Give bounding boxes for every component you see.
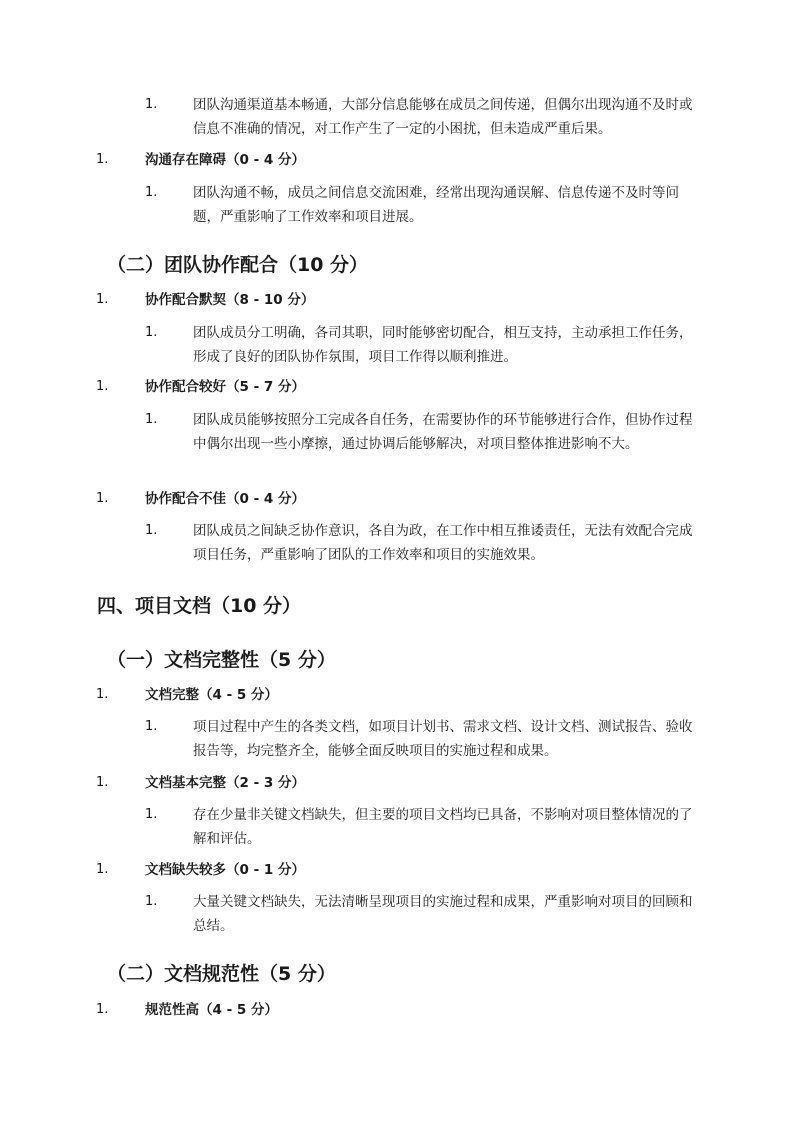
criteria-item-label: 文档缺失较多（0 - 1 分） <box>145 862 305 878</box>
list-number: 1. <box>96 491 109 506</box>
list-number: 1. <box>96 687 109 702</box>
criteria-item-label: 沟通存在障碍（0 - 4 分） <box>145 152 305 168</box>
list-number: 1. <box>96 775 109 790</box>
chapter-heading: 四、项目文档（10 分） <box>97 595 302 617</box>
list-item-text: 团队成员之间缺乏协作意识，各自为政，在工作中相互推诿责任，无法有效配合完成项目任务，严重影响了团队的工作效率和项目的实施效果。 <box>193 523 693 563</box>
list-item-text: 存在少量非关键文档缺失，但主要的项目文档均已具备，不影响对项目整体情况的了解和评估。 <box>193 807 693 847</box>
list-number: 1. <box>145 412 158 427</box>
criteria-item-label: 文档完整（4 - 5 分） <box>145 687 278 703</box>
criteria-item-label: 协作配合较好（5 - 7 分） <box>145 379 305 395</box>
list-number: 1. <box>96 379 109 394</box>
list-number: 1. <box>145 719 158 734</box>
criteria-item-label: 协作配合不佳（0 - 4 分） <box>145 491 305 507</box>
list-number: 1. <box>96 862 109 877</box>
list-number: 1. <box>96 152 109 167</box>
list-number: 1. <box>145 523 158 538</box>
list-number: 1. <box>145 894 158 909</box>
list-number: 1. <box>145 185 158 200</box>
list-item-text: 团队沟通渠道基本畅通，大部分信息能够在成员之间传递，但偶尔出现沟通不及时或信息不准确的情况，对工作产生了一定的小困扰，但未造成严重后果。 <box>193 97 693 137</box>
list-number: 1. <box>145 807 158 822</box>
list-item-text: 大量关键文档缺失，无法清晰呈现项目的实施过程和成果，严重影响对项目的回顾和总结。 <box>193 894 693 934</box>
criteria-item-label: 规范性高（4 - 5 分） <box>145 1002 278 1018</box>
list-number: 1. <box>96 1002 109 1017</box>
section-heading: （一）文档完整性（5 分） <box>107 649 336 671</box>
section-heading: （二）文档规范性（5 分） <box>107 963 336 985</box>
list-item-text: 团队成员能够按照分工完成各自任务，在需要协作的环节能够进行合作，但协作过程中偶尔出现一些小摩擦，通过协调后能够解决，对项目整体推进影响不大。 <box>193 412 693 452</box>
list-item-text: 团队沟通不畅，成员之间信息交流困难，经常出现沟通误解、信息传递不及时等问题，严重影响了工作效率和项目进展。 <box>193 185 679 225</box>
list-item-text: 团队成员分工明确，各司其职，同时能够密切配合，相互支持，主动承担工作任务，形成了良好的团队协作氛围，项目工作得以顺利推进。 <box>193 325 693 365</box>
list-item-text: 项目过程中产生的各类文档，如项目计划书、需求文档、设计文档、测试报告、验收报告等，均完整齐全，能够全面反映项目的实施过程和成果。 <box>193 719 693 759</box>
list-number: 1. <box>145 97 158 112</box>
list-number: 1. <box>145 325 158 340</box>
list-number: 1. <box>96 292 109 307</box>
section-heading: （二）团队协作配合（10 分） <box>107 254 369 276</box>
criteria-item-label: 协作配合默契（8 - 10 分） <box>145 292 315 308</box>
criteria-item-label: 文档基本完整（2 - 3 分） <box>145 775 305 791</box>
